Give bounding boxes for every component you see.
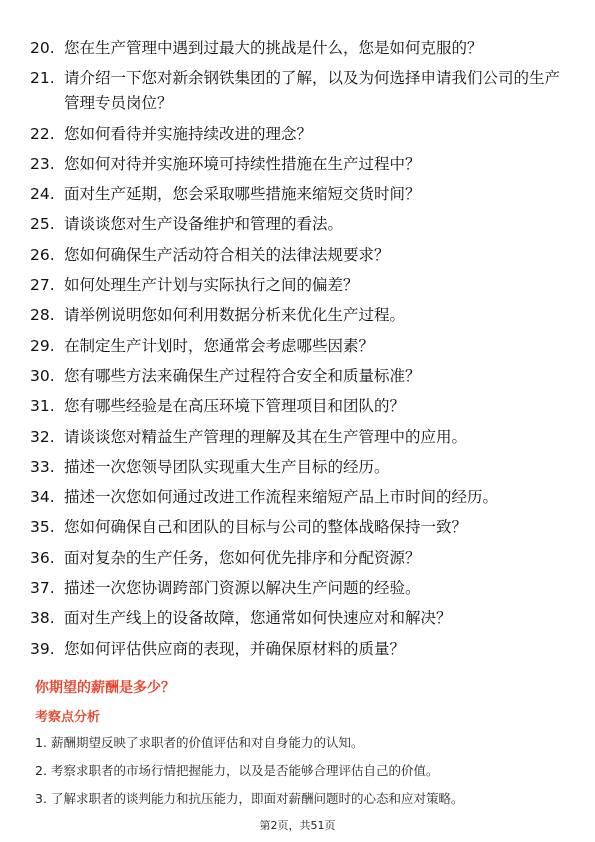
question-number: 32. xyxy=(30,427,55,446)
question-number: 33. xyxy=(30,457,55,476)
question-number: 37. xyxy=(30,579,55,598)
question-text: 描述一次您领导团队实现重大生产目标的经历。 xyxy=(64,457,390,476)
point-text: 考察求职者的市场行情把握能力，以及是否能够合理评估自己的价值。 xyxy=(50,763,439,778)
question-item xyxy=(30,546,570,571)
point-text: 薪酬期望反映了求职者的价值评估和对自身能力的认知。 xyxy=(50,735,364,750)
question-number: 39. xyxy=(30,639,55,658)
question-item xyxy=(30,212,570,237)
question-item xyxy=(30,425,570,450)
question-item xyxy=(30,152,570,177)
question-number: 29. xyxy=(30,336,55,355)
question-text: 请谈谈您对生产设备维护和管理的看法。 xyxy=(64,215,344,234)
page-footer: 第2页，共51页 xyxy=(259,819,336,832)
question-number: 34. xyxy=(30,488,55,507)
question-item xyxy=(30,606,570,631)
question-number: 35. xyxy=(30,518,55,537)
question-text: 请介绍一下您对新余钢铁集团的了解，以及为何选择申请我们公司的生产管理专员岗位？ xyxy=(64,69,561,113)
question-item xyxy=(30,455,570,480)
point-number: 1. xyxy=(35,735,47,750)
question-text: 您如何对待并实施环境可持续性措施在生产过程中？ xyxy=(64,154,421,173)
section-subheading: 考察点分析 xyxy=(35,710,101,725)
question-text: 描述一次您协调跨部门资源以解决生产问题的经验。 xyxy=(64,579,421,598)
analysis-point xyxy=(35,789,565,809)
point-number: 2. xyxy=(35,763,47,778)
question-item xyxy=(30,243,570,268)
question-text: 请谈谈您对精益生产管理的理解及其在生产管理中的应用。 xyxy=(64,427,468,446)
question-number: 30. xyxy=(30,366,55,385)
question-item xyxy=(30,485,570,510)
question-text: 您如何确保生产活动符合相关的法律法规要求？ xyxy=(64,245,390,264)
question-number: 22. xyxy=(30,124,55,143)
question-item xyxy=(30,122,570,147)
question-text: 您有哪些方法来确保生产过程符合安全和质量标准？ xyxy=(64,366,421,385)
analysis-point xyxy=(35,761,565,781)
question-text: 面对复杂的生产任务，您如何优先排序和分配资源？ xyxy=(64,548,421,567)
question-item xyxy=(30,515,570,540)
question-text: 您如何看待并实施持续改进的理念？ xyxy=(64,124,313,143)
question-text: 您有哪些经验是在高压环境下管理项目和团队的？ xyxy=(64,397,406,416)
question-number: 21. xyxy=(30,69,55,88)
question-number: 38. xyxy=(30,609,55,628)
question-item xyxy=(30,273,570,298)
question-item xyxy=(30,576,570,601)
analysis-point xyxy=(35,733,565,753)
question-number: 28. xyxy=(30,306,55,325)
question-item xyxy=(30,66,570,116)
question-item xyxy=(30,36,570,61)
point-text: 了解求职者的谈判能力和抗压能力，即面对薪酬问题时的心态和应对策略。 xyxy=(50,791,464,806)
question-item xyxy=(30,182,570,207)
question-number: 27. xyxy=(30,276,55,295)
section-heading: 你期望的薪酬是多少？ xyxy=(35,680,175,696)
question-text: 您在生产管理中遇到过最大的挑战是什么，您是如何克服的？ xyxy=(64,39,483,57)
question-number: 31. xyxy=(30,397,55,416)
question-text: 您如何确保自己和团队的目标与公司的整体战略保持一致？ xyxy=(64,518,468,537)
question-text: 描述一次您如何通过改进工作流程来缩短产品上市时间的经历。 xyxy=(64,488,499,507)
question-item xyxy=(30,394,570,419)
question-item xyxy=(30,303,570,328)
question-number: 36. xyxy=(30,548,55,567)
question-number: 24. xyxy=(30,185,55,204)
question-item xyxy=(30,637,570,662)
point-number: 3. xyxy=(35,791,47,806)
question-text: 请举例说明您如何利用数据分析来优化生产过程。 xyxy=(64,306,406,325)
question-text: 面对生产线上的设备故障，您通常如何快速应对和解决？ xyxy=(64,609,452,628)
question-item xyxy=(30,334,570,359)
question-number: 23. xyxy=(30,154,55,173)
question-text: 在制定生产计划时，您通常会考虑哪些因素？ xyxy=(64,336,375,355)
question-list xyxy=(30,36,570,667)
question-number: 25. xyxy=(30,215,55,234)
question-item xyxy=(30,364,570,389)
analysis-point-list xyxy=(35,733,565,817)
question-number: 20. xyxy=(30,39,55,57)
question-number: 26. xyxy=(30,245,55,264)
question-text: 如何处理生产计划与实际执行之间的偏差？ xyxy=(64,276,359,295)
question-text: 面对生产延期，您会采取哪些措施来缩短交货时间？ xyxy=(64,185,421,204)
question-text: 您如何评估供应商的表现，并确保原材料的质量？ xyxy=(64,639,406,658)
